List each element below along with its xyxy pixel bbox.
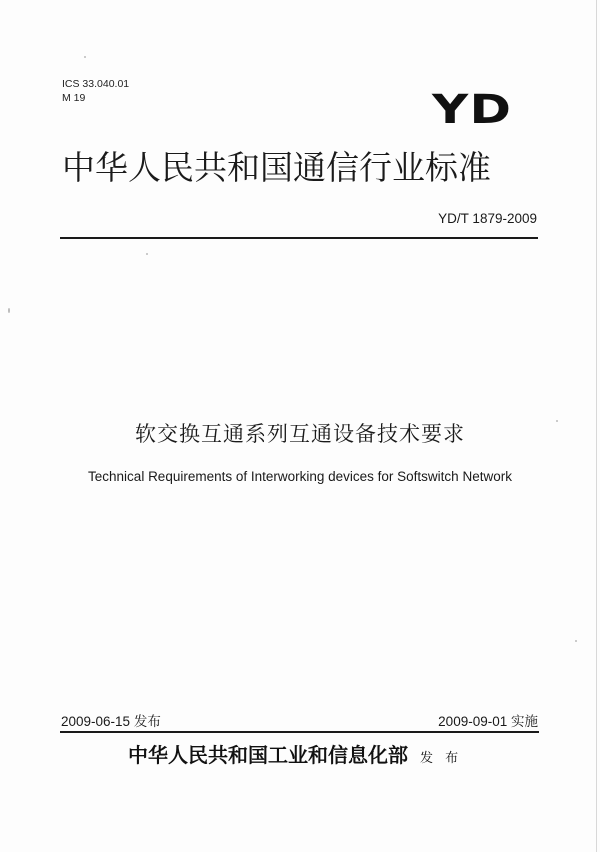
yd-logo: YD (432, 87, 513, 133)
document-title-english: Technical Requirements of Interworking devices for Softswitch Network (88, 469, 512, 484)
standard-category-title: 中华人民共和国通信行业标准 (62, 148, 491, 187)
release-label: 发布 (133, 714, 161, 729)
footer-divider (60, 731, 539, 733)
issuer-line (128, 739, 462, 768)
release-date: 2009-06-15 (61, 714, 131, 729)
classification-block (62, 77, 129, 105)
document-title-chinese: 软交换互通系列互通设备技术要求 (135, 422, 465, 446)
scan-speck (84, 56, 86, 58)
scan-speck (146, 253, 148, 255)
ics-code: ICS 33.040.01 (62, 78, 130, 90)
header-divider (60, 237, 538, 239)
issuer-suffix: 发 布 (420, 751, 463, 766)
scan-speck (8, 308, 10, 313)
implement-date: 2009-09-01 (438, 714, 508, 729)
scan-speck (575, 640, 577, 642)
issuer-name: 中华人民共和国工业和信息化部 (128, 743, 408, 767)
implement-label: 实施 (511, 714, 538, 729)
ccs-code: M 19 (62, 92, 86, 104)
implement-date-line (438, 710, 538, 730)
release-date-line (61, 710, 161, 730)
standard-number: YD/T 1879-2009 (438, 211, 537, 226)
